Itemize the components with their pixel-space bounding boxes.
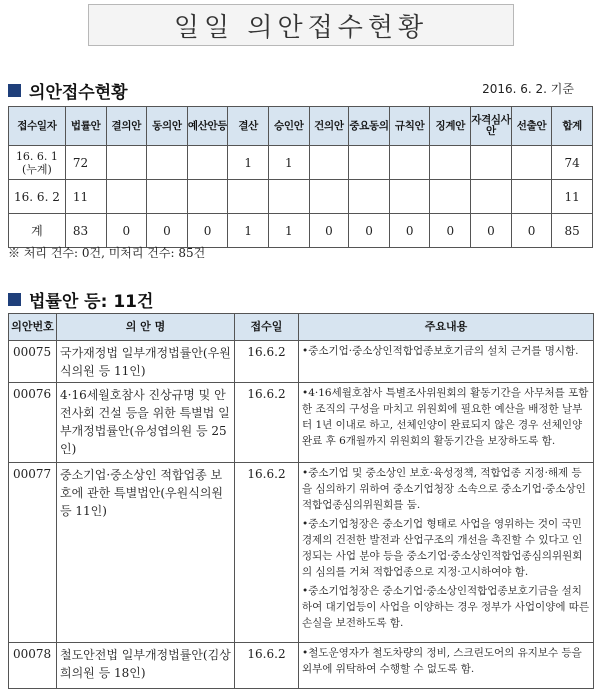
cell: 1 xyxy=(228,146,269,180)
cell xyxy=(511,180,552,214)
col-header: 자격심사안 xyxy=(471,107,512,146)
col-header: 동의안 xyxy=(147,107,188,146)
col-header: 합계 xyxy=(552,107,593,146)
col-header: 의안번호 xyxy=(9,314,57,341)
date-note: 2016. 6. 2. 기준 xyxy=(482,82,574,96)
col-header: 선출안 xyxy=(511,107,552,146)
row-date: 16. 6. 2 xyxy=(9,180,66,214)
summary-item: • 철도운영자가 철도차량의 정비, 스크린도어의 유지보수 등을 외부에 위탁하여 수행할 수 없도록 함. xyxy=(302,645,590,677)
summary-item: • 4·16세월호참사 특별조사위원회의 활동기간을 사무처를 포함한 조직의 구성을 마치고 위원회에 필요한 예산을 배정한 날부터 1년 이내로 하고, 선체인양이 완료되지 않은 경우 선체인양 완료 후 6개월까지 위원회의 활동기간을 보장하도록 함. xyxy=(302,385,590,449)
cell: 74 xyxy=(552,146,593,180)
section-heading-text: 법률안 등: 11건 xyxy=(29,292,154,312)
status-table xyxy=(8,106,593,248)
table-row xyxy=(9,214,593,248)
cell xyxy=(389,180,430,214)
cell: 0 xyxy=(389,214,430,248)
cell: 83 xyxy=(65,214,106,248)
cell: 0 xyxy=(106,214,147,248)
bill-number: 00075 xyxy=(9,341,57,383)
cell: 0 xyxy=(511,214,552,248)
section-heading-text: 의안접수현황 xyxy=(29,83,128,103)
processing-note: ※ 처리 건수: 0건, 미처리 건수: 85건 xyxy=(8,246,206,260)
bill-name: 국가재정법 일부개정법률안(우원식의원 등 11인) xyxy=(57,341,235,383)
col-header: 법률안 xyxy=(65,107,106,146)
table-row xyxy=(9,146,593,180)
bill-date: 16.6.2 xyxy=(235,643,299,689)
col-header: 의 안 명 xyxy=(57,314,235,341)
cell: 0 xyxy=(430,214,471,248)
cell xyxy=(349,180,390,214)
col-header: 예산안등 xyxy=(187,107,228,146)
cell: 0 xyxy=(471,214,512,248)
bill-name: 4·16세월호참사 진상규명 및 안전사회 건설 등을 위한 특별법 일부개정법률안(유성엽의원 등 25인) xyxy=(57,383,235,463)
cell xyxy=(471,180,512,214)
cell: 0 xyxy=(187,214,228,248)
cell xyxy=(147,180,188,214)
col-header: 중요동의 xyxy=(349,107,390,146)
cell: 11 xyxy=(65,180,106,214)
bill-number: 00078 xyxy=(9,643,57,689)
col-header: 주요내용 xyxy=(299,314,594,341)
col-header: 접수일 xyxy=(235,314,299,341)
bill-date: 16.6.2 xyxy=(235,383,299,463)
cell: 1 xyxy=(269,214,310,248)
cell xyxy=(187,180,228,214)
page-title: 일일 의안접수현황 xyxy=(88,4,514,46)
table-row xyxy=(9,180,593,214)
cell xyxy=(187,146,228,180)
cell xyxy=(430,146,471,180)
cell: 11 xyxy=(552,180,593,214)
section-square-icon xyxy=(8,84,21,97)
bill-number: 00077 xyxy=(9,463,57,643)
table-row xyxy=(9,341,594,383)
cell xyxy=(309,180,349,214)
cell xyxy=(309,146,349,180)
cell: 0 xyxy=(309,214,349,248)
summary-item: • 중소기업청장은 중소기업·중소상인적합업종보호기금을 설치하여 대기업등이 사업을 이양하는 경우 정부가 사업이양에 따른 손실을 보전하도록 함. xyxy=(302,583,590,631)
cell xyxy=(389,146,430,180)
section-square-icon xyxy=(8,293,21,306)
col-header: 접수일자 xyxy=(9,107,66,146)
row-date-main: 16. 6. 1 xyxy=(15,149,58,163)
cell: 1 xyxy=(269,146,310,180)
summary-item: • 중소기업 및 중소상인 보호·육성정책, 적합업종 지정·해제 등을 심의하기 위하여 중소기업청장 소속으로 중소기업·중소상인적합업종심의위원회를 둠. xyxy=(302,465,590,513)
bills-table-header xyxy=(9,314,594,341)
row-date-sub: (누계) xyxy=(22,162,52,176)
cell: 1 xyxy=(228,214,269,248)
cell xyxy=(511,146,552,180)
col-header: 결산 xyxy=(228,107,269,146)
cell xyxy=(106,180,147,214)
bill-summary xyxy=(299,383,594,463)
table-row xyxy=(9,643,594,689)
table-row xyxy=(9,383,594,463)
cell xyxy=(228,180,269,214)
summary-item: • 중소기업·중소상인적합업종보호기금의 설치 근거를 명시함. xyxy=(302,343,590,359)
bill-summary xyxy=(299,341,594,383)
cell xyxy=(471,146,512,180)
bill-number: 00076 xyxy=(9,383,57,463)
bill-name: 중소기업·중소상인 적합업종 보호에 관한 특별법안(우원식의원 등 11인) xyxy=(57,463,235,643)
cell: 0 xyxy=(349,214,390,248)
bill-date: 16.6.2 xyxy=(235,341,299,383)
section-heading-status xyxy=(8,78,128,103)
col-header: 승인안 xyxy=(269,107,310,146)
row-date: 계 xyxy=(9,214,66,248)
bill-date: 16.6.2 xyxy=(235,463,299,643)
cell xyxy=(269,180,310,214)
cell xyxy=(147,146,188,180)
col-header: 건의안 xyxy=(309,107,349,146)
bill-summary xyxy=(299,643,594,689)
section-heading-bills xyxy=(8,287,153,312)
bills-table xyxy=(8,313,594,689)
col-header: 규칙안 xyxy=(389,107,430,146)
cell xyxy=(349,146,390,180)
cell xyxy=(430,180,471,214)
bill-name: 철도안전법 일부개정법률안(김상희의원 등 18인) xyxy=(57,643,235,689)
bill-summary xyxy=(299,463,594,643)
cell: 72 xyxy=(65,146,106,180)
table-row xyxy=(9,463,594,643)
summary-item: • 중소기업청장은 중소기업 형태로 사업을 영위하는 것이 국민경제의 건전한 발전과 산업구조의 개선을 촉진할 수 있다고 인정되는 사업 분야 등을 중소기업·중소상인적합업종심의위원회의 심의를 거쳐 적합업종으로 지정·고시하여야 함. xyxy=(302,516,590,580)
col-header: 결의안 xyxy=(106,107,147,146)
row-date xyxy=(9,146,66,180)
cell xyxy=(106,146,147,180)
cell: 0 xyxy=(147,214,188,248)
status-table-header xyxy=(9,107,593,146)
cell: 85 xyxy=(552,214,593,248)
col-header: 징계안 xyxy=(430,107,471,146)
